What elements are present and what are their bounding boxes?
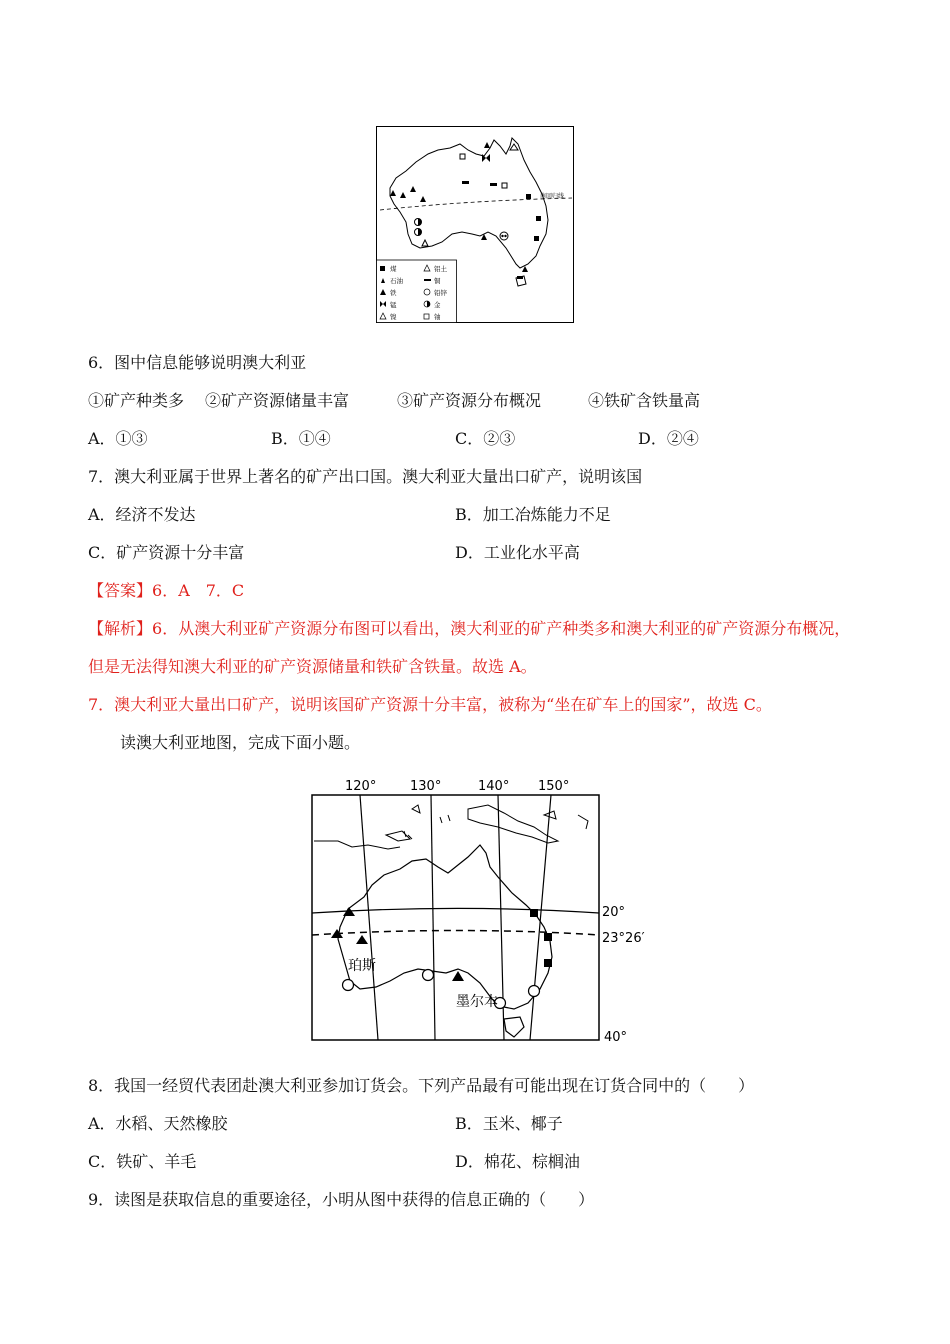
mineral-resource-map [376, 126, 574, 323]
q8-option-c: C．铁矿、羊毛 [88, 1152, 197, 1171]
legend-label-coal: 煤 [390, 265, 397, 273]
q8-option-d: D．棉花、棕榈油 [455, 1152, 580, 1171]
answer-tag: 【答案】 [88, 581, 153, 600]
q7-option-a: A．经济不发达 [88, 505, 196, 524]
q7-option-d: D．工业化水平高 [455, 543, 580, 562]
q8-option-b: B．玉米、椰子 [455, 1114, 563, 1133]
q6-option-c: C．②③ [455, 429, 516, 448]
q6-option-d: D．②④ [638, 429, 699, 448]
analysis-line-3: 7．澳大利亚大量出口矿产，说明该国矿产资源十分丰富，被称为“坐在矿车上的国家”，故选 C。 [88, 695, 772, 714]
svg-text:铀: 铀 [434, 313, 441, 321]
svg-text:铁: 铁 [390, 289, 397, 297]
svg-text:130°: 130° [410, 779, 442, 794]
svg-text:铜: 铜 [434, 277, 441, 285]
svg-text:金: 金 [434, 301, 441, 309]
svg-text:镍: 镍 [390, 313, 397, 321]
q6-option-a: A．①③ [88, 429, 148, 448]
q8-stem: 8．我国一经贸代表团赴澳大利亚参加订货会。下列产品最有可能出现在订货合同中的（ ） [88, 1076, 755, 1095]
analysis-line-1: 【解析】6．从澳大利亚矿产资源分布图可以看出，澳大利亚的矿产种类多和澳大利亚的矿产资源分布概况， [88, 619, 851, 638]
analysis-line-2: 但是无法得知澳大利亚的矿产资源储量和铁矿含铁量。故选 A。 [88, 657, 537, 676]
analysis-tag: 【解析】 [88, 619, 153, 638]
svg-text:40°: 40° [604, 1030, 628, 1045]
q6-item-3: ③矿产资源分布概况 [397, 391, 542, 410]
q6-item-4: ④铁矿含铁量高 [588, 391, 701, 410]
svg-text:锰: 锰 [390, 301, 397, 309]
svg-text:140°: 140° [478, 779, 510, 794]
q7-option-c: C．矿产资源十分丰富 [88, 543, 245, 562]
q7-stem: 7．澳大利亚属于世界上著名的矿产出口国。澳大利亚大量出口矿产，说明该国 [88, 467, 643, 486]
answer-text: 6．A 7．C [152, 581, 245, 600]
city-melbourne-label: 墨尔本 [456, 994, 498, 1010]
svg-text:20°: 20° [602, 905, 626, 920]
q7-option-b: B．加工冶炼能力不足 [455, 505, 611, 524]
q6-stem: 6．图中信息能够说明澳大利亚 [88, 353, 307, 372]
svg-text:石油: 石油 [390, 277, 403, 285]
map2-intro: 读澳大利亚地图，完成下面小题。 [120, 733, 361, 752]
australia-map [308, 775, 645, 1047]
q9-stem: 9．读图是获取信息的重要途径，小明从图中获得的信息正确的（ ） [88, 1190, 595, 1209]
svg-text:铅锌: 铅锌 [434, 289, 447, 297]
svg-text:23°26′: 23°26′ [602, 931, 645, 946]
q6-option-b: B．①④ [271, 429, 331, 448]
svg-text:150°: 150° [538, 779, 570, 794]
svg-text:南回归线: 南回归线 [540, 193, 565, 200]
q6-item-1: ①矿产种类多 [88, 391, 185, 410]
q8-option-a: A．水稻、天然橡胶 [88, 1114, 228, 1133]
city-perth-label: 珀斯 [348, 958, 376, 974]
svg-text:120°: 120° [345, 779, 377, 794]
answer-line [88, 581, 244, 601]
q6-item-2: ②矿产资源储量丰富 [205, 391, 350, 410]
svg-text:铝土: 铝土 [434, 265, 447, 273]
